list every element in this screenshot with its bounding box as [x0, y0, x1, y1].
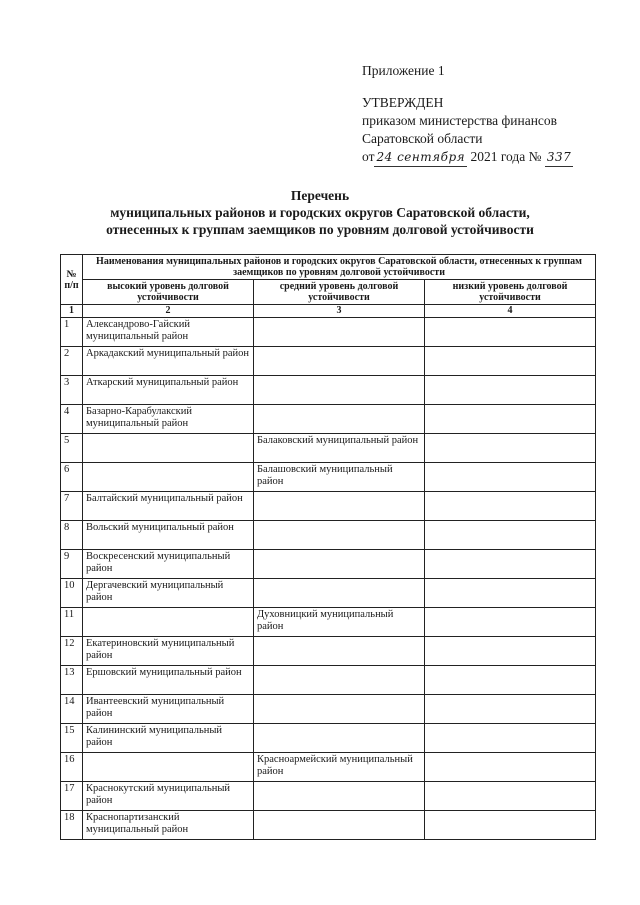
table-row	[61, 434, 596, 463]
cell-mid-level: Балаковский муниципальный район	[254, 434, 425, 463]
cell-mid-level	[254, 347, 425, 376]
table-row	[61, 550, 596, 579]
cell-mid-level	[254, 637, 425, 666]
table-row	[61, 695, 596, 724]
table-row	[61, 347, 596, 376]
cell-mid-level	[254, 579, 425, 608]
row-number: 5	[61, 434, 83, 463]
cell-high-level: Ершовский муниципальный район	[83, 666, 254, 695]
col-header-number: № п/п	[61, 255, 83, 305]
cell-high-level: Александрово-Гайский муниципальный район	[83, 318, 254, 347]
cell-high-level: Краснопартизанский муниципальный район	[83, 811, 254, 840]
cell-high-level: Дергачевский муниципальный район	[83, 579, 254, 608]
table-row	[61, 579, 596, 608]
cell-low-level	[425, 318, 596, 347]
title-line1: Перечень	[290, 188, 350, 203]
table-row	[61, 811, 596, 840]
table-row	[61, 724, 596, 753]
row-number: 9	[61, 550, 83, 579]
table-row	[61, 318, 596, 347]
cell-low-level	[425, 608, 596, 637]
col-group-header: Наименования муниципальных районов и городских округов Саратовской области, отнесенных к группам заемщиков по уровням долговой устойчивости	[83, 255, 596, 280]
approval-block	[362, 62, 573, 167]
table-row	[61, 376, 596, 405]
row-number: 3	[61, 376, 83, 405]
row-number: 4	[61, 405, 83, 434]
col-index-4: 4	[425, 305, 596, 318]
table-row	[61, 608, 596, 637]
row-number: 14	[61, 695, 83, 724]
cell-mid-level	[254, 695, 425, 724]
cell-mid-level	[254, 666, 425, 695]
cell-mid-level	[254, 724, 425, 753]
approved-by-line2: Саратовской области	[362, 131, 483, 146]
row-number: 13	[61, 666, 83, 695]
cell-high-level: Калининский муниципальный район	[83, 724, 254, 753]
cell-low-level	[425, 434, 596, 463]
cell-mid-level	[254, 811, 425, 840]
date-line	[362, 148, 573, 167]
borrowers-table	[60, 254, 596, 840]
approved-label: УТВЕРЖДЕН	[362, 95, 444, 110]
cell-mid-level	[254, 782, 425, 811]
cell-high-level: Воскресенский муниципальный район	[83, 550, 254, 579]
cell-high-level: Краснокутский муниципальный район	[83, 782, 254, 811]
row-number: 12	[61, 637, 83, 666]
table-row	[61, 666, 596, 695]
cell-low-level	[425, 637, 596, 666]
col-header-mid: средний уровень долговой устойчивости	[254, 280, 425, 305]
cell-mid-level: Балашовский муниципальный район	[254, 463, 425, 492]
table-row	[61, 405, 596, 434]
title-line2: муниципальных районов и городских округов Саратовской области,	[110, 205, 530, 220]
cell-low-level	[425, 579, 596, 608]
cell-high-level	[83, 463, 254, 492]
row-number: 10	[61, 579, 83, 608]
cell-high-level	[83, 434, 254, 463]
cell-high-level	[83, 608, 254, 637]
cell-mid-level: Красноармейский муниципальный район	[254, 753, 425, 782]
col-index-2: 2	[83, 305, 254, 318]
col-header-low: низкий уровень долговой устойчивости	[425, 280, 596, 305]
row-number: 8	[61, 521, 83, 550]
date-suffix: 2021 года №	[470, 149, 542, 164]
cell-low-level	[425, 782, 596, 811]
cell-high-level: Вольский муниципальный район	[83, 521, 254, 550]
table-row	[61, 637, 596, 666]
cell-high-level: Ивантеевский муниципальный район	[83, 695, 254, 724]
cell-high-level: Аркадакский муниципальный район	[83, 347, 254, 376]
cell-low-level	[425, 492, 596, 521]
row-number: 7	[61, 492, 83, 521]
approved-by-line1: приказом министерства финансов	[362, 113, 558, 128]
cell-low-level	[425, 753, 596, 782]
table-row	[61, 753, 596, 782]
appendix-label: Приложение 1	[362, 63, 445, 78]
cell-low-level	[425, 376, 596, 405]
cell-mid-level	[254, 376, 425, 405]
cell-high-level: Базарно-Карабулакский муниципальный район	[83, 405, 254, 434]
cell-low-level	[425, 811, 596, 840]
cell-mid-level	[254, 492, 425, 521]
cell-low-level	[425, 695, 596, 724]
cell-mid-level	[254, 405, 425, 434]
cell-high-level: Аткарский муниципальный район	[83, 376, 254, 405]
row-number: 16	[61, 753, 83, 782]
col-index-1: 1	[61, 305, 83, 318]
cell-high-level: Балтайский муниципальный район	[83, 492, 254, 521]
cell-low-level	[425, 405, 596, 434]
row-number: 6	[61, 463, 83, 492]
cell-mid-level	[254, 550, 425, 579]
cell-low-level	[425, 463, 596, 492]
cell-low-level	[425, 666, 596, 695]
date-prefix: от	[362, 149, 375, 164]
number-handwritten: 337	[545, 148, 573, 167]
cell-high-level	[83, 753, 254, 782]
col-index-3: 3	[254, 305, 425, 318]
cell-low-level	[425, 521, 596, 550]
row-number: 17	[61, 782, 83, 811]
row-number: 11	[61, 608, 83, 637]
table-row	[61, 463, 596, 492]
row-number: 15	[61, 724, 83, 753]
document-title	[40, 187, 600, 238]
date-handwritten: 24 сентября	[374, 148, 467, 167]
cell-mid-level	[254, 318, 425, 347]
table-row	[61, 521, 596, 550]
col-header-high: высокий уровень долговой устойчивости	[83, 280, 254, 305]
row-number: 1	[61, 318, 83, 347]
cell-high-level: Екатериновский муниципальный район	[83, 637, 254, 666]
cell-mid-level	[254, 521, 425, 550]
row-number: 2	[61, 347, 83, 376]
cell-mid-level: Духовницкий муниципальный район	[254, 608, 425, 637]
cell-low-level	[425, 550, 596, 579]
table-body	[61, 318, 596, 840]
cell-low-level	[425, 347, 596, 376]
table-row	[61, 492, 596, 521]
title-line3: отнесенных к группам заемщиков по уровням долговой устойчивости	[106, 222, 534, 237]
row-number: 18	[61, 811, 83, 840]
table-row	[61, 782, 596, 811]
cell-low-level	[425, 724, 596, 753]
